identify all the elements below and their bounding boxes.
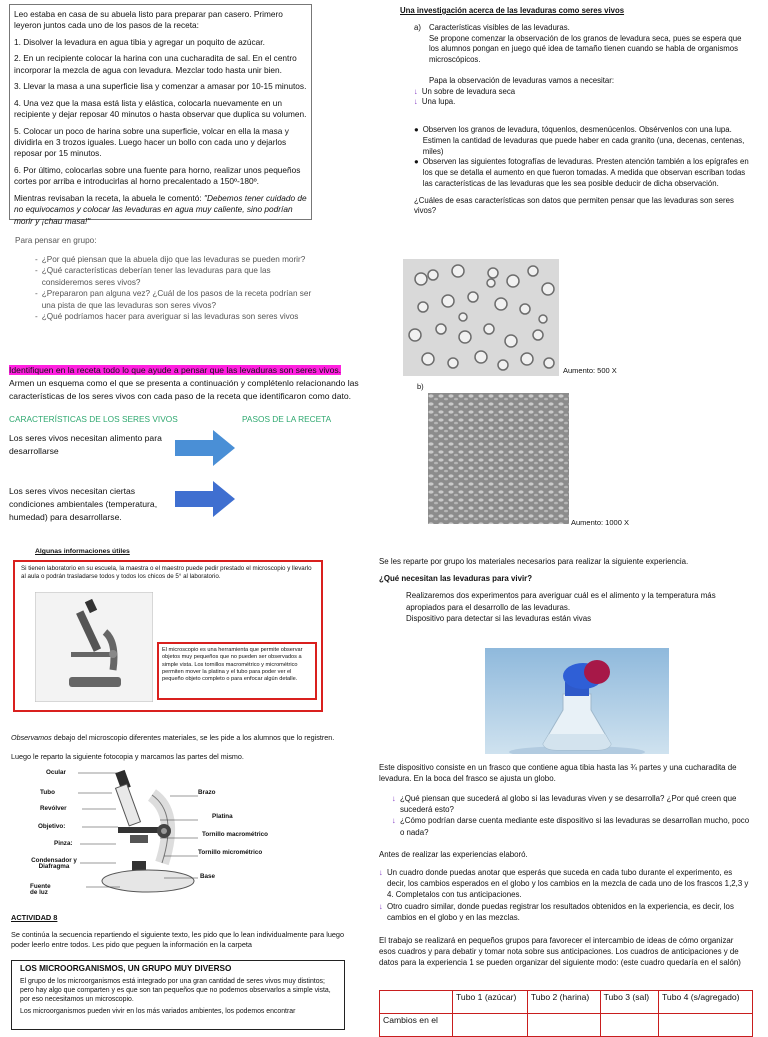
recipe-step: 5. Colocar un poco de harina sobre una superficie, volcar en ella la masa y dividirla en 3 trozos iguales. Luego hacer un bollo con cada uno y dejarlos reposar por 15 minutos. bbox=[14, 125, 289, 159]
part-label: Brazo bbox=[198, 789, 216, 796]
investigation-section: Una investigación acerca de las levaduras como seres vivos a) Características visibles de las levaduras. Se propone comenzar la observación de los granos de levadura seca, pues se espera que los alumnos pongan en juego qué idea de tamaño tienen cuando se habla de organismos microscópicos. Papa la observación de levaduras vamos a necesitar: ↓ Un sobre de levadura seca ↓ Una lupa. ● Observen los granos de levadura, tóquenlos, desmenúcenlos. Obsérvenlos con una lupa. Estimen la cantidad de levaduras que puede haber en cada granito (una, decenas, centenas, miles) ● Observen las siguientes fotografías de levaduras. Presten atención también a los epígrafes en los que se detalla el aumento en que fueron tomadas. A medida que observan escriban todas las características de las levaduras que les sea posible deducir de dicha observación. ¿Cuáles de esas características son datos que permiten pensar que las levaduras son seres vivos? bbox=[400, 6, 749, 216]
instruction-item: ↓ Otro cuadro similar, donde puedas registrar los resultados obtenidos en la experiencia, es decir, los cambios en el globo y en las mezclas. bbox=[379, 901, 734, 922]
activity-text: Se continúa la secuencia repartiendo el siguiente texto, les pido que lo lean individualmente para luego poder leerlo entre todos. Les pido que peguen la información en la carpeta bbox=[11, 930, 345, 950]
part-label: Tornillo micrométrico bbox=[198, 849, 263, 856]
arrow-icon bbox=[175, 430, 235, 466]
recipe-quote: "Debemos tener cuidado de no equivocamos y colocar las levaduras en agua muy caliente, sino podrían morir y ¡chau masa!" bbox=[14, 192, 307, 226]
instruction-item: ↓ Un cuadro donde puedas anotar que esperás que suceda en cada tubo durante el experimento, es decir, los cambios esperados en el globo y los cambios en la mezcla de cada uno de los frascos 1,2,3 y 4. Completalos con tus anticipaciones. bbox=[379, 868, 749, 900]
investigation-title: Una investigación acerca de las levaduras como seres vivos bbox=[400, 6, 625, 15]
experiment-question: ¿Qué necesitan las levaduras para vivir? bbox=[379, 574, 533, 584]
question: ¿Cuáles de esas características son datos que permiten pensar que las levaduras son seres vivos? bbox=[414, 195, 734, 216]
experiment-section bbox=[379, 556, 754, 624]
question-item: ↓ ¿Cómo podrían darse cuenta mediante este dispositivo si las levaduras se desarrollan mucho, poco o nada? bbox=[392, 816, 750, 837]
part-label: Ocular bbox=[46, 769, 66, 776]
think-section bbox=[15, 236, 315, 323]
table-header-cell: Tubo 1 (azúcar) bbox=[453, 991, 528, 1014]
bullet-item: ● Observen las siguientes fotografías de levaduras. Presten atención también a los epígrafes en los que se detalla el aumento en que fueron tomadas. A medida que observan escriban todas las características de las levaduras que les sea posible deducir de dicha observación. bbox=[414, 157, 749, 188]
activity-title: ACTIVIDAD 8 bbox=[11, 913, 58, 922]
table-instructions bbox=[379, 867, 751, 923]
anticipation-table bbox=[379, 990, 753, 1037]
part-label: Platina bbox=[212, 813, 233, 820]
yeast-photo-1000x bbox=[428, 393, 569, 524]
think-item: - ¿Qué características deberían tener las levaduras para que las consideremos seres vivos? bbox=[35, 266, 271, 287]
material-item: ↓ Una lupa. bbox=[414, 97, 456, 107]
experiment-paragraph: Realizaremos dos experimentos para averiguar cuál es el alimento y la temperatura más apropiados para el desarrollo de las levaduras. bbox=[406, 591, 716, 612]
part-label: Condensador y Diafragma bbox=[31, 857, 77, 871]
group-work-text: El trabajo se realizará en pequeños grupos para favorecer el intercambio de ideas de cómo organizar esos cuadros y para debatir y tomar nota sobre sus anticipaciones. Los cuadros de anticipaciones y de datos para la experiencia 1 se pueden organizar del siguiente modo: (este cuadro quedaría en el salón) bbox=[379, 936, 741, 968]
table-header-cell bbox=[380, 991, 453, 1014]
table-cell[interactable] bbox=[658, 1014, 752, 1037]
recipe-closing: Mientras revisaban la receta, la abuela le comentó: "Debemos tener cuidado de no equivocamos y colocar las levaduras en agua muy caliente, sino podrían morir y ¡chau masa!" bbox=[14, 192, 307, 226]
question-item: ↓ ¿Qué piensan que sucederá al globo si las levaduras viven y se desarrolla? ¿Por qué creen que sucederá esto? bbox=[392, 794, 737, 815]
think-heading: Para pensar en grupo: bbox=[15, 236, 97, 245]
part-label: Pinza: bbox=[54, 840, 73, 847]
part-label: Revólver bbox=[40, 805, 67, 812]
material-item: ↓ Un sobre de levadura seca bbox=[414, 86, 516, 96]
experiment-intro: Se les reparte por grupo los materiales necesarios para realizar la siguiente experiencia. bbox=[379, 557, 689, 566]
table-cell[interactable] bbox=[527, 1014, 600, 1037]
highlighted-text: Identifiquen en la receta todo lo que ayude a pensar que las levaduras son seres vivos. bbox=[9, 365, 342, 375]
recipe-step: 2. En un recipiente colocar la harina con una cucharadita de sal. En el centro incorporar la mezcla de agua con levadura. Mezclar todo hasta unir bien. bbox=[14, 53, 297, 75]
scheme-row-environment: Los seres vivos necesitan ciertas condiciones ambientales (temperatura, humedad) para desarrollarse. bbox=[9, 486, 158, 522]
device-description: Este dispositivo consiste en un frasco que contiene agua tibia hasta las ¾ partes y una cucharadita de levadura. En la boca del frasco se ajusta un globo. bbox=[379, 763, 737, 784]
device-questions bbox=[392, 793, 752, 838]
photo-caption: Aumento: 500 X bbox=[563, 366, 617, 375]
recipe-step: 6. Por último, colocarlas sobre una fuente para horno, realizar unos pequeños cortes por arriba e introducirlas al horno precalentado a 150º-180º. bbox=[14, 164, 301, 187]
before-text: Antes de realizar las experiencias elaboró. bbox=[379, 850, 528, 859]
part-label: Objetivo: bbox=[38, 823, 66, 830]
recipe-intro: Leo estaba en casa de su abuela listo para preparar pan casero. Primero leyeron juntos cada uno de los pasos de la receta: bbox=[14, 9, 283, 31]
think-item: - ¿Por qué piensan que la abuela dijo que las levaduras se pueden morir? bbox=[35, 255, 306, 264]
part-label: Tornillo macrométrico bbox=[202, 831, 269, 838]
think-item: - ¿Prepararon pan alguna vez? ¿Cuál de los pasos de la receta podrían ser una pista de que las levaduras son seres vivos? bbox=[35, 289, 312, 310]
observe-text: Observamos debajo del microscopio diferentes materiales, se les pide a los alumnos que lo registren. bbox=[11, 733, 335, 742]
table-header-cell: Tubo 4 (s/agregado) bbox=[658, 991, 752, 1014]
identify-paragraph: Identifiquen en la receta todo lo que ayude a pensar que las levaduras son seres vivos. Armen un esquema como el que se presenta a continuación y complétenlo relacionando las características de los seres vivos con cada paso de la receta que identificaron como dato. bbox=[9, 365, 359, 401]
section-heading: Características visibles de las levaduras. bbox=[428, 22, 570, 32]
section-text: Se propone comenzar la observación de los granos de levadura seca, pues se espera que los alumnos pongan en juego qué idea de tamaño tienen cuando se habla de organismos microscópicos. bbox=[428, 33, 742, 64]
scheme-row-food: Los seres vivos necesitan alimento para desarrollarse bbox=[9, 433, 162, 456]
microscope-text: El microscopio es una herramienta que permite observar objetos muy pequeños que no pueden ser observados a simple vista. Los tornillos macrométrico y micrométrico permiten mover la platina y el tubo para poder ver el pequeño objeto completo o para enfocar algún detalle. bbox=[157, 642, 317, 700]
scheme-header-right: PASOS DE LA RECETA bbox=[242, 414, 332, 424]
table-header-row bbox=[380, 991, 753, 1014]
table-header-cell: Tubo 3 (sal) bbox=[600, 991, 658, 1014]
flask-balloon-photo bbox=[485, 648, 669, 754]
table-header-cell: Tubo 2 (harina) bbox=[527, 991, 600, 1014]
box-paragraph: El grupo de los microorganismos está integrado por una gran cantidad de seres vivos muy distintos; pero hay algo que comparten y es que son tan pequeños que no podemos observarlos a simple vista, por eso necesitamos un microscopio. bbox=[20, 978, 331, 1003]
yeast-photo-500x bbox=[403, 259, 559, 376]
part-label: Base bbox=[200, 873, 216, 880]
part-label: Tubo bbox=[40, 789, 55, 796]
microscope-diagram bbox=[35, 592, 153, 702]
scheme-header-left: CARACTERÍSTICAS DE LOS SERES VIVOS bbox=[9, 414, 178, 424]
copy-text: Luego le reparto la siguiente fotocopia y marcamos las partes del mismo. bbox=[11, 752, 244, 761]
table-cell[interactable] bbox=[453, 1014, 528, 1037]
table-row-label: Cambios en el bbox=[380, 1014, 453, 1037]
box-paragraph: Los microorganismos pueden vivir en los más variados ambientes, los podemos encontrar bbox=[20, 1008, 296, 1016]
recipe-step: 4. Una vez que la masa está lista y elástica, colocarla nuevamente en un recipiente y dejar reposar 40 minutos o hasta observar que duplica su volumen. bbox=[14, 97, 307, 120]
part-label: Fuente de luz bbox=[30, 883, 51, 897]
materials-heading: Papa la observación de levaduras vamos a necesitar: bbox=[428, 75, 615, 85]
photo-caption: Aumento: 1000 X bbox=[571, 518, 629, 527]
think-item: - ¿Qué podríamos hacer para averiguar si las levaduras son seres vivos bbox=[35, 312, 299, 322]
info-title: Algunas informaciones útiles bbox=[35, 548, 130, 555]
bullet-item: ● Observen los granos de levadura, tóquenlos, desmenúcenlos. Obsérvenlos con una lupa. Estimen la cantidad de levaduras que puede haber en cada granito (una, decenas, centenas, miles) bbox=[414, 125, 745, 156]
arrow-icon bbox=[175, 481, 235, 517]
experiment-paragraph: Dispositivo para detectar si las levaduras están vivas bbox=[406, 613, 592, 623]
recipe-box bbox=[9, 4, 312, 226]
info-box bbox=[13, 560, 323, 712]
recipe-step: 1. Disolver la levadura en agua tibia y agregar un poquito de azúcar. bbox=[14, 36, 265, 47]
table-row bbox=[380, 1014, 753, 1037]
table-cell[interactable] bbox=[600, 1014, 658, 1037]
label-b: b) bbox=[417, 382, 424, 391]
label-leaders bbox=[60, 770, 220, 900]
microorganisms-box bbox=[11, 960, 345, 1030]
recipe-step: 3. Llevar la masa a una superficie lisa y comenzar a amasar por 10-15 minutos. bbox=[14, 81, 307, 92]
box-title: LOS MICROORGANISMOS, UN GRUPO MUY DIVERSO bbox=[20, 964, 232, 973]
lab-text: Si tienen laboratorio en su escuela, la maestra o el maestro puede pedir prestado el microscopio y llevarlo al aula o podrán trasladarse todos y todos los chicos de 5° al laboratorio. bbox=[21, 565, 312, 581]
